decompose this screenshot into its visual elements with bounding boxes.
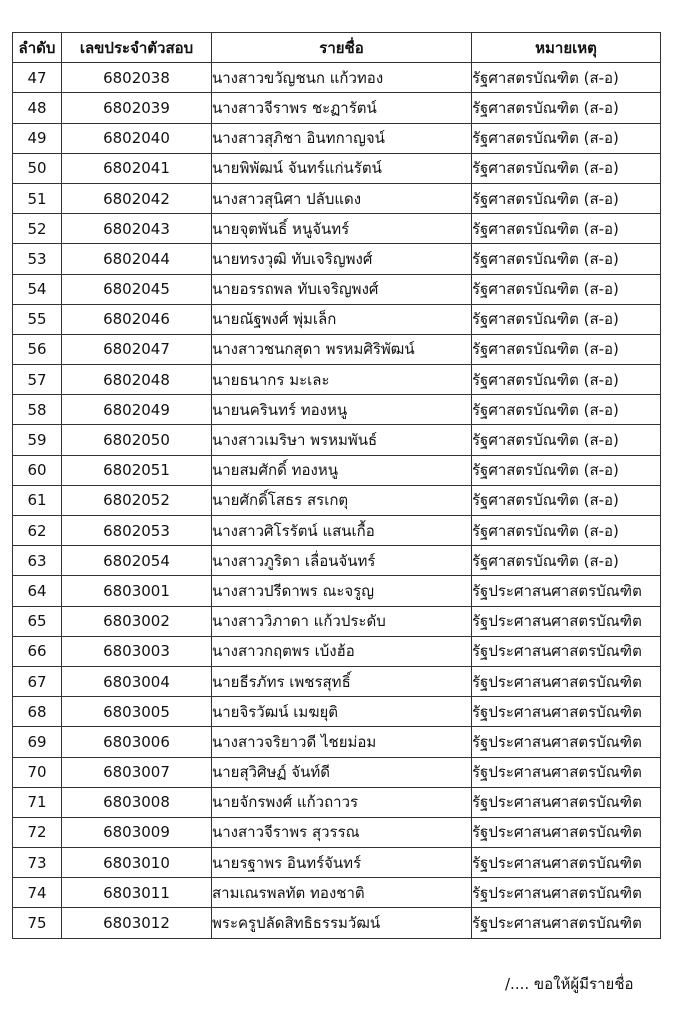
program-note: รัฐประศาสนศาสตรบัณฑิต xyxy=(472,727,661,757)
header-exam-id: เลขประจำตัวสอบ xyxy=(62,33,212,63)
candidate-name: นายสุวิศิษฏ์ จันท์ดี xyxy=(212,757,472,787)
exam-id: 6802046 xyxy=(62,304,212,334)
candidate-name: นายธนากร มะเละ xyxy=(212,365,472,395)
table-row xyxy=(13,304,661,334)
program-note: รัฐศาสตรบัณฑิต (ส-อ) xyxy=(472,244,661,274)
program-note: รัฐศาสตรบัณฑิต (ส-อ) xyxy=(472,153,661,183)
program-note: รัฐประศาสนศาสตรบัณฑิต xyxy=(472,757,661,787)
row-number: 60 xyxy=(13,455,62,485)
program-note: รัฐประศาสนศาสตรบัณฑิต xyxy=(472,848,661,878)
exam-id: 6802040 xyxy=(62,123,212,153)
program-note: รัฐศาสตรบัณฑิต (ส-อ) xyxy=(472,214,661,244)
row-number: 58 xyxy=(13,395,62,425)
table-row xyxy=(13,425,661,455)
exam-id: 6803009 xyxy=(62,817,212,847)
candidate-name: นายอรรถพล ทับเจริญพงศ์ xyxy=(212,274,472,304)
exam-id: 6802048 xyxy=(62,365,212,395)
candidate-name: นายรฐาพร อินทร์จันทร์ xyxy=(212,848,472,878)
table-row xyxy=(13,244,661,274)
exam-id: 6803003 xyxy=(62,636,212,666)
row-number: 73 xyxy=(13,848,62,878)
program-note: รัฐประศาสนศาสตรบัณฑิต xyxy=(472,817,661,847)
table-row xyxy=(13,123,661,153)
program-note: รัฐศาสตรบัณฑิต (ส-อ) xyxy=(472,123,661,153)
row-number: 64 xyxy=(13,576,62,606)
exam-id: 6802044 xyxy=(62,244,212,274)
candidate-name: นางสาววิภาดา แก้วประดับ xyxy=(212,606,472,636)
table-row xyxy=(13,93,661,123)
exam-id: 6802052 xyxy=(62,485,212,515)
program-note: รัฐศาสตรบัณฑิต (ส-อ) xyxy=(472,93,661,123)
program-note: รัฐศาสตรบัณฑิต (ส-อ) xyxy=(472,425,661,455)
table-row xyxy=(13,485,661,515)
exam-id: 6802042 xyxy=(62,183,212,213)
candidate-table xyxy=(12,32,661,939)
continuation-note: /.... ขอให้ผู้มีรายชื่อ xyxy=(505,975,634,993)
candidate-name: นางสาวเมริษา พรหมพันธ์ xyxy=(212,425,472,455)
row-number: 72 xyxy=(13,817,62,847)
exam-id: 6802043 xyxy=(62,214,212,244)
row-number: 47 xyxy=(13,63,62,93)
program-note: รัฐศาสตรบัณฑิต (ส-อ) xyxy=(472,546,661,576)
exam-id: 6802051 xyxy=(62,455,212,485)
row-number: 51 xyxy=(13,183,62,213)
row-number: 50 xyxy=(13,153,62,183)
candidate-name: สามเณรพลทัต ทองชาติ xyxy=(212,878,472,908)
candidate-name: พระครูปลัดสิทธิธรรมวัฒน์ xyxy=(212,908,472,938)
table-row xyxy=(13,636,661,666)
table-row xyxy=(13,516,661,546)
candidate-name: นางสาวชนกสุดา พรหมศิริพัฒน์ xyxy=(212,334,472,364)
exam-id: 6802050 xyxy=(62,425,212,455)
program-note: รัฐประศาสนศาสตรบัณฑิต xyxy=(472,787,661,817)
exam-id: 6803010 xyxy=(62,848,212,878)
exam-id: 6803001 xyxy=(62,576,212,606)
table-row xyxy=(13,606,661,636)
row-number: 55 xyxy=(13,304,62,334)
table-row xyxy=(13,395,661,425)
program-note: รัฐประศาสนศาสตรบัณฑิต xyxy=(472,576,661,606)
row-number: 61 xyxy=(13,485,62,515)
program-note: รัฐศาสตรบัณฑิต (ส-อ) xyxy=(472,485,661,515)
row-number: 49 xyxy=(13,123,62,153)
table-row xyxy=(13,183,661,213)
row-number: 54 xyxy=(13,274,62,304)
exam-id: 6803008 xyxy=(62,787,212,817)
program-note: รัฐประศาสนศาสตรบัณฑิต xyxy=(472,666,661,696)
candidate-name: นายณัฐพงศ์ พุ่มเล็ก xyxy=(212,304,472,334)
row-number: 74 xyxy=(13,878,62,908)
table-row xyxy=(13,546,661,576)
exam-id: 6803005 xyxy=(62,697,212,727)
candidate-name: นางสาวสุนิศา ปลับแดง xyxy=(212,183,472,213)
exam-id: 6802045 xyxy=(62,274,212,304)
exam-id: 6803011 xyxy=(62,878,212,908)
row-number: 66 xyxy=(13,636,62,666)
exam-id: 6802054 xyxy=(62,546,212,576)
program-note: รัฐศาสตรบัณฑิต (ส-อ) xyxy=(472,455,661,485)
table-row xyxy=(13,787,661,817)
program-note: รัฐศาสตรบัณฑิต (ส-อ) xyxy=(472,304,661,334)
exam-id: 6802041 xyxy=(62,153,212,183)
exam-id: 6802039 xyxy=(62,93,212,123)
row-number: 56 xyxy=(13,334,62,364)
program-note: รัฐประศาสนศาสตรบัณฑิต xyxy=(472,908,661,938)
program-note: รัฐศาสตรบัณฑิต (ส-อ) xyxy=(472,395,661,425)
candidate-name: นางสาวจีราพร สุวรรณ xyxy=(212,817,472,847)
table-row xyxy=(13,334,661,364)
exam-id: 6802049 xyxy=(62,395,212,425)
row-number: 57 xyxy=(13,365,62,395)
table-row xyxy=(13,63,661,93)
table-body xyxy=(13,63,661,938)
program-note: รัฐประศาสนศาสตรบัณฑิต xyxy=(472,606,661,636)
table-row xyxy=(13,878,661,908)
exam-id: 6803006 xyxy=(62,727,212,757)
candidate-name: นางสาวสุภิชา อินทกาญจน์ xyxy=(212,123,472,153)
exam-id: 6802053 xyxy=(62,516,212,546)
table-row xyxy=(13,908,661,938)
candidate-name: นายธีรภัทร เพชรสุทธิ์ xyxy=(212,666,472,696)
table-row xyxy=(13,817,661,847)
row-number: 63 xyxy=(13,546,62,576)
exam-id: 6803004 xyxy=(62,666,212,696)
row-number: 59 xyxy=(13,425,62,455)
candidate-name: นายทรงวุฒิ ทับเจริญพงศ์ xyxy=(212,244,472,274)
row-number: 65 xyxy=(13,606,62,636)
program-note: รัฐประศาสนศาสตรบัณฑิต xyxy=(472,636,661,666)
candidate-name: นายจิรวัฒน์ เมฆยุติ xyxy=(212,697,472,727)
program-note: รัฐศาสตรบัณฑิต (ส-อ) xyxy=(472,334,661,364)
candidate-name: นางสาวปรีดาพร ณะจรูญ xyxy=(212,576,472,606)
candidate-name: นายพิพัฒน์ จันทร์แก่นรัตน์ xyxy=(212,153,472,183)
table-row xyxy=(13,848,661,878)
candidate-name: นายสมศักดิ์ ทองหนู xyxy=(212,455,472,485)
program-note: รัฐศาสตรบัณฑิต (ส-อ) xyxy=(472,274,661,304)
exam-id: 6802038 xyxy=(62,63,212,93)
exam-id: 6802047 xyxy=(62,334,212,364)
row-number: 75 xyxy=(13,908,62,938)
candidate-name: นางสาวจริยาวดี ไชยม่อม xyxy=(212,727,472,757)
row-number: 52 xyxy=(13,214,62,244)
table-row xyxy=(13,274,661,304)
row-number: 48 xyxy=(13,93,62,123)
candidate-name: นางสาวขวัญชนก แก้วทอง xyxy=(212,63,472,93)
row-number: 67 xyxy=(13,666,62,696)
table-row xyxy=(13,214,661,244)
candidate-name: นางสาวจีราพร ชะฏารัตน์ xyxy=(212,93,472,123)
exam-id: 6803007 xyxy=(62,757,212,787)
program-note: รัฐประศาสนศาสตรบัณฑิต xyxy=(472,878,661,908)
table-row xyxy=(13,365,661,395)
candidate-name: นางสาวศิโรรัตน์ แสนเกื้อ xyxy=(212,516,472,546)
candidate-name: นางสาวภูริดา เลื่อนจันทร์ xyxy=(212,546,472,576)
program-note: รัฐศาสตรบัณฑิต (ส-อ) xyxy=(472,183,661,213)
header-no: ลำดับ xyxy=(13,33,62,63)
table-header-row xyxy=(13,33,661,63)
row-number: 68 xyxy=(13,697,62,727)
header-name: รายชื่อ xyxy=(212,33,472,63)
exam-id: 6803002 xyxy=(62,606,212,636)
candidate-name: นายจุตพันธิ์ หนูจันทร์ xyxy=(212,214,472,244)
row-number: 69 xyxy=(13,727,62,757)
table-row xyxy=(13,455,661,485)
candidate-name: นายนครินทร์ ทองหนู xyxy=(212,395,472,425)
table-row xyxy=(13,757,661,787)
table-row xyxy=(13,697,661,727)
header-note: หมายเหตุ xyxy=(472,33,661,63)
row-number: 70 xyxy=(13,757,62,787)
table-row xyxy=(13,576,661,606)
candidate-name: นายศักดิ์โสธร สรเกตุ xyxy=(212,485,472,515)
program-note: รัฐศาสตรบัณฑิต (ส-อ) xyxy=(472,63,661,93)
table-row xyxy=(13,153,661,183)
program-note: รัฐศาสตรบัณฑิต (ส-อ) xyxy=(472,516,661,546)
row-number: 62 xyxy=(13,516,62,546)
program-note: รัฐศาสตรบัณฑิต (ส-อ) xyxy=(472,365,661,395)
table-row xyxy=(13,727,661,757)
exam-id: 6803012 xyxy=(62,908,212,938)
table-row xyxy=(13,666,661,696)
row-number: 71 xyxy=(13,787,62,817)
row-number: 53 xyxy=(13,244,62,274)
candidate-name: นางสาวกฤตพร เบ้งฮ้อ xyxy=(212,636,472,666)
program-note: รัฐประศาสนศาสตรบัณฑิต xyxy=(472,697,661,727)
candidate-name: นายจักรพงศ์ แก้วถาวร xyxy=(212,787,472,817)
